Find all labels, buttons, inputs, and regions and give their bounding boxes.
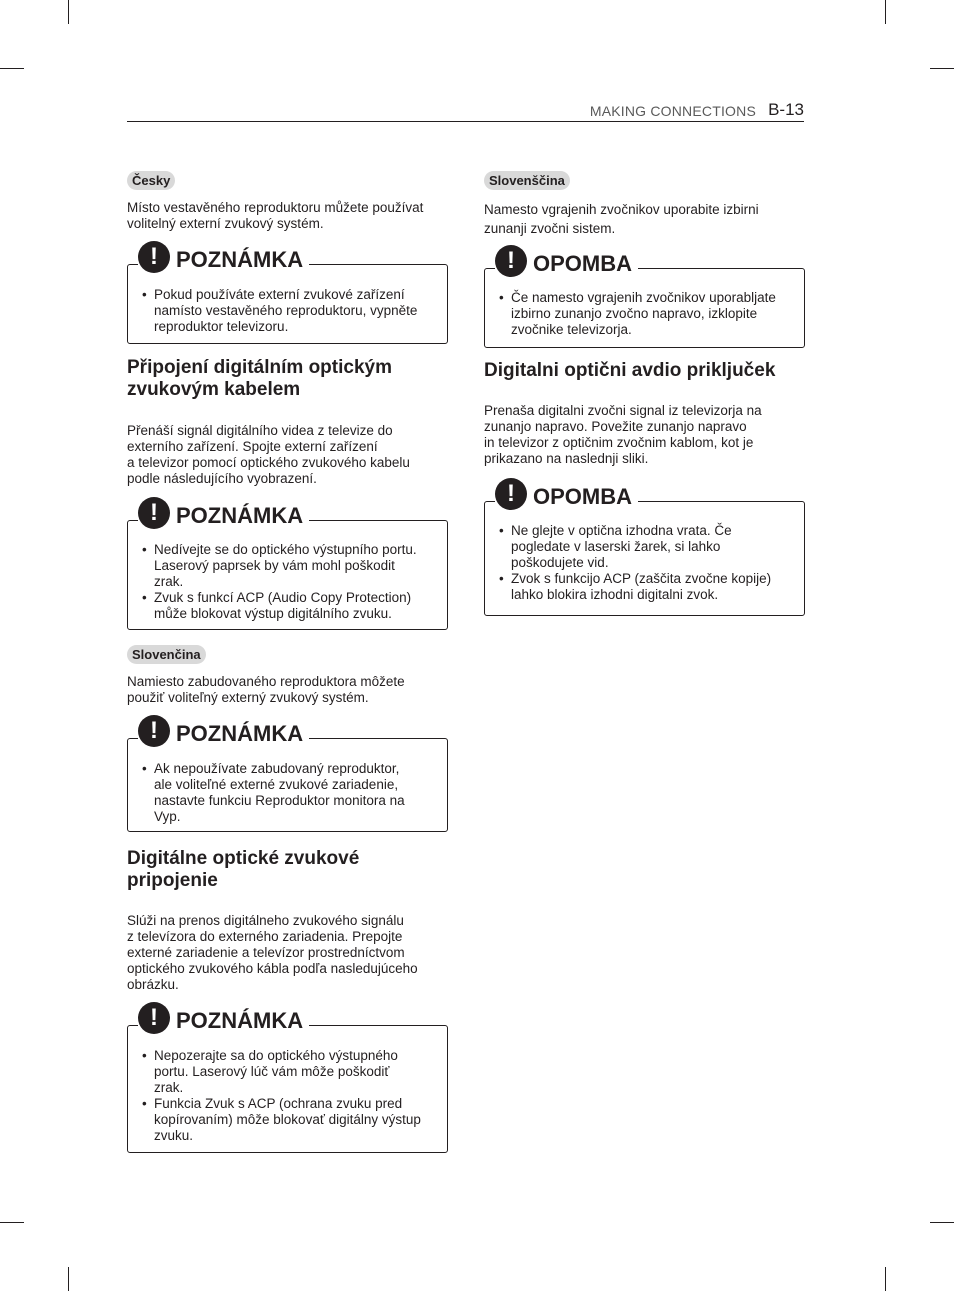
note-list <box>142 761 437 825</box>
list-item <box>499 290 794 338</box>
text-line: zrak. <box>154 1080 184 1095</box>
text-line: zrak. <box>154 574 184 589</box>
text-line: Namiesto zabudovaného reproduktora môžete <box>127 674 405 689</box>
note-heading <box>138 715 309 749</box>
text-line: lahko blokira izhodni digitalni zvok. <box>511 587 719 602</box>
note-box <box>127 243 448 344</box>
note-title: POZNÁMKA <box>176 247 304 272</box>
note-title: POZNÁMKA <box>176 503 304 528</box>
note-heading <box>495 478 638 512</box>
text-line: Funkcia Zvuk s ACP (ochrana zvuku pred <box>154 1096 403 1111</box>
text-line: pripojenie <box>127 870 218 891</box>
section-title: MAKING CONNECTIONS <box>589 103 756 119</box>
exclamation-circle-icon: ! <box>495 478 527 510</box>
text-line: Če namesto vgrajenih zvočnikov uporabljate <box>511 290 776 305</box>
language-label-czech: Česky <box>127 171 175 190</box>
text-line: a televizor pomocí optického zvukového kabelu <box>127 455 410 470</box>
note-box <box>484 480 805 616</box>
section-heading <box>127 357 448 401</box>
text-line: namísto vestavěného reproduktoru, vypněte <box>154 303 418 318</box>
text-line: Vyp. <box>154 809 181 824</box>
text-line: Digitálne optické zvukové <box>127 848 360 869</box>
text-line: Prenaša digitalni zvočni signal iz televizorja na <box>484 403 762 418</box>
text-line: Digitalni optični avdio priključek <box>484 360 776 381</box>
exclamation-circle-icon: ! <box>138 715 170 747</box>
text-line: zvočnike televizorja. <box>511 322 632 337</box>
note-title: OPOMBA <box>533 251 632 276</box>
czech-intro <box>127 200 448 232</box>
text-line: nastavte funkciu Reproduktor monitora na <box>154 793 405 808</box>
note-list <box>499 523 794 603</box>
crop-mark <box>930 68 954 69</box>
section-body <box>127 423 448 487</box>
text-line: použiť voliteľný externý zvukový systém. <box>127 690 369 705</box>
note-box <box>127 717 448 832</box>
text-line: Připojení digitálním optickým <box>127 357 392 378</box>
list-item <box>142 590 437 622</box>
text-line: Ne glejte v optična izhodna vrata. Če <box>511 523 732 538</box>
note-list <box>142 542 437 622</box>
text-line: Ak nepoužívate zabudovaný reproduktor, <box>154 761 400 776</box>
text-line: externé zariadenie a televízor prostredníctvom <box>127 945 405 960</box>
crop-mark <box>885 1267 886 1291</box>
text-line: volitelný externí zvukový systém. <box>127 216 324 231</box>
list-item <box>142 542 437 590</box>
note-heading <box>138 241 309 275</box>
note-title: OPOMBA <box>533 484 632 509</box>
text-line: reproduktor televizoru. <box>154 319 289 334</box>
language-label-slovenian: Slovenščina <box>484 171 570 190</box>
slovenian-intro <box>484 200 805 238</box>
section-heading <box>484 360 805 382</box>
text-line: zunanjo napravo. Povežite zunanjo napravo <box>484 419 747 434</box>
slovak-intro <box>127 674 448 706</box>
text-line: může blokovat výstup digitálního zvuku. <box>154 606 392 621</box>
text-line: in televizor z optičnim zvočnim kablom, kot je <box>484 435 754 450</box>
text-line: Nedívejte se do optického výstupního portu. <box>154 542 417 557</box>
crop-mark <box>68 1267 69 1291</box>
text-line: izbirno zunanjo zvočno napravo, izklopite <box>511 306 758 321</box>
text-line: Zvok s funkcijo ACP (zaščita zvočne kopije) <box>511 571 772 586</box>
language-label-slovak: Slovenčina <box>127 645 206 664</box>
note-heading <box>138 497 309 531</box>
text-line: prikazano na naslednji sliki. <box>484 451 649 466</box>
note-list <box>142 1048 437 1144</box>
note-heading <box>495 245 638 279</box>
text-line: Místo vestavěného reproduktoru můžete používat <box>127 200 424 215</box>
note-title: POZNÁMKA <box>176 721 304 746</box>
exclamation-circle-icon: ! <box>138 241 170 273</box>
text-line: portu. Laserový lúč vám môže poškodiť <box>154 1064 390 1079</box>
text-line: Slúži na prenos digitálneho zvukového signálu <box>127 913 404 928</box>
crop-mark <box>68 0 69 24</box>
text-line: Zvuk s funkcí ACP (Audio Copy Protection) <box>154 590 412 605</box>
note-list <box>142 287 437 335</box>
text-line: obrázku. <box>127 977 179 992</box>
text-line: Pokud používáte externí zvukové zařízení <box>154 287 405 302</box>
exclamation-circle-icon: ! <box>138 497 170 529</box>
text-line: zvukovým kabelem <box>127 379 301 400</box>
section-body <box>484 403 805 467</box>
text-line: zunanji zvočni sistem. <box>484 221 616 236</box>
note-box <box>127 499 448 630</box>
list-item <box>142 761 437 825</box>
section-heading <box>127 848 448 892</box>
note-list <box>499 290 794 338</box>
note-title: POZNÁMKA <box>176 1008 304 1033</box>
note-heading <box>138 1002 309 1036</box>
list-item <box>142 1048 437 1096</box>
crop-mark <box>0 1222 24 1223</box>
list-item <box>142 1096 437 1144</box>
text-line: z televízora do externého zariadenia. Prepojte <box>127 929 403 944</box>
crop-mark <box>0 68 24 69</box>
text-line: Přenáší signál digitálního videa z televize do <box>127 423 393 438</box>
page-number: B-13 <box>768 100 804 119</box>
text-line: Laserový paprsek by vám mohl poškodit <box>154 558 395 573</box>
text-line: optického zvukového kábla podľa nasledujúceho <box>127 961 418 976</box>
list-item <box>142 287 437 335</box>
text-line: Namesto vgrajenih zvočnikov uporabite izbirni <box>484 202 759 217</box>
crop-mark <box>885 0 886 24</box>
exclamation-circle-icon: ! <box>138 1002 170 1034</box>
note-box <box>484 247 805 348</box>
text-line: externího zařízení. Spojte externí zařízení <box>127 439 378 454</box>
text-line: Nepozerajte sa do optického výstupného <box>154 1048 398 1063</box>
text-line: poškodujete vid. <box>511 555 609 570</box>
right-column <box>484 0 805 1291</box>
exclamation-circle-icon: ! <box>495 245 527 277</box>
note-box <box>127 1004 448 1153</box>
text-line: zvuku. <box>154 1128 194 1143</box>
text-line: ale voliteľné externé zvukové zariadenie, <box>154 777 399 792</box>
section-body <box>127 913 448 993</box>
crop-mark <box>930 1222 954 1223</box>
left-column <box>127 0 448 1291</box>
text-line: pogledate v laserski žarek, si lahko <box>511 539 721 554</box>
list-item <box>499 571 794 603</box>
text-line: podle následujícího vyobrazení. <box>127 471 317 486</box>
text-line: kopírovaním) môže blokovať digitálny výstup <box>154 1112 421 1127</box>
list-item <box>499 523 794 571</box>
